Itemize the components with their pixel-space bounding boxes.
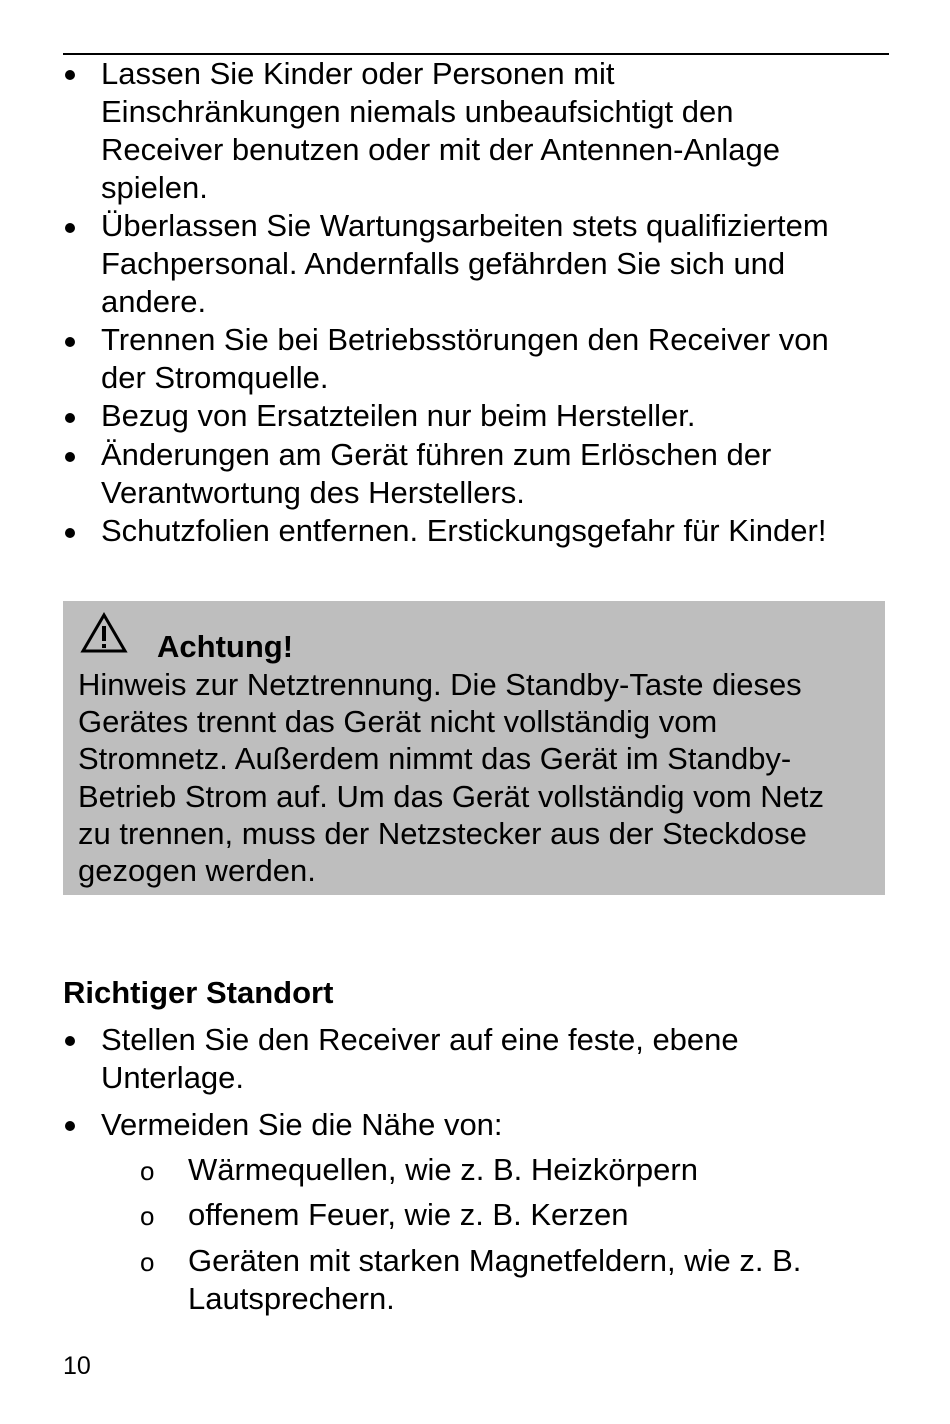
list-item-line: Änderungen am Gerät führen zum Erlöschen der <box>101 437 772 472</box>
warning-text-line: gezogen werden. <box>78 853 316 888</box>
list-item-line: Einschränkungen niemals unbeaufsichtigt den <box>101 94 734 129</box>
section-heading: Richtiger Standort <box>63 975 334 1010</box>
warning-text-line: Stromnetz. Außerdem nimmt das Gerät im Standby- <box>78 741 792 776</box>
sub-list-item-line: Lautsprechern. <box>188 1281 395 1316</box>
warning-text-line: Gerätes trennt das Gerät nicht vollständig vom <box>78 704 718 739</box>
bullet-icon <box>65 413 75 423</box>
bullet-icon <box>65 1121 75 1131</box>
page-number: 10 <box>63 1352 91 1380</box>
warning-text-line: zu trennen, muss der Netzstecker aus der Steckdose <box>78 816 807 851</box>
sub-list-item-line: Geräten mit starken Magnetfeldern, wie z. B. <box>188 1243 802 1278</box>
list-item-line: spielen. <box>101 170 208 205</box>
warning-text-line: Hinweis zur Netztrennung. Die Standby-Taste dieses <box>78 667 802 702</box>
circle-bullet-icon: o <box>140 1201 155 1231</box>
bullet-icon <box>65 528 75 538</box>
bullet-icon <box>65 1036 75 1046</box>
bullet-icon <box>65 452 75 462</box>
list-item-line: Verantwortung des Herstellers. <box>101 475 525 510</box>
bullet-icon <box>65 337 75 347</box>
list-item-line: Unterlage. <box>101 1060 245 1095</box>
list-item-line: Vermeiden Sie die Nähe von: <box>101 1107 503 1142</box>
warning-text-line: Betrieb Strom auf. Um das Gerät vollständig vom Netz <box>78 779 825 814</box>
bullet-icon <box>65 70 75 80</box>
sub-list-item-line: offenem Feuer, wie z. B. Kerzen <box>188 1197 629 1232</box>
list-item-line: Receiver benutzen oder mit der Antennen-Anlage <box>101 132 780 167</box>
warning-triangle-icon <box>80 612 128 654</box>
list-item-line: andere. <box>101 284 207 319</box>
circle-bullet-icon: o <box>140 1247 155 1277</box>
warning-title: Achtung! <box>157 629 294 664</box>
list-item-line: Lassen Sie Kinder oder Personen mit <box>101 56 615 91</box>
list-item-line: der Stromquelle. <box>101 360 329 395</box>
list-item-line: Trennen Sie bei Betriebsstörungen den Receiver von <box>101 322 829 357</box>
list-item-line: Überlassen Sie Wartungsarbeiten stets qualifiziertem <box>101 208 829 243</box>
list-item-line: Schutzfolien entfernen. Erstickungsgefahr für Kinder! <box>101 513 827 548</box>
list-item-line: Bezug von Ersatzteilen nur beim Hersteller. <box>101 398 696 433</box>
list-item-line: Fachpersonal. Andernfalls gefährden Sie sich und <box>101 246 786 281</box>
circle-bullet-icon: o <box>140 1156 155 1186</box>
list-item-line: Stellen Sie den Receiver auf eine feste, ebene <box>101 1022 739 1057</box>
bullet-icon <box>65 223 75 233</box>
sub-list-item-line: Wärmequellen, wie z. B. Heizkörpern <box>188 1152 698 1187</box>
